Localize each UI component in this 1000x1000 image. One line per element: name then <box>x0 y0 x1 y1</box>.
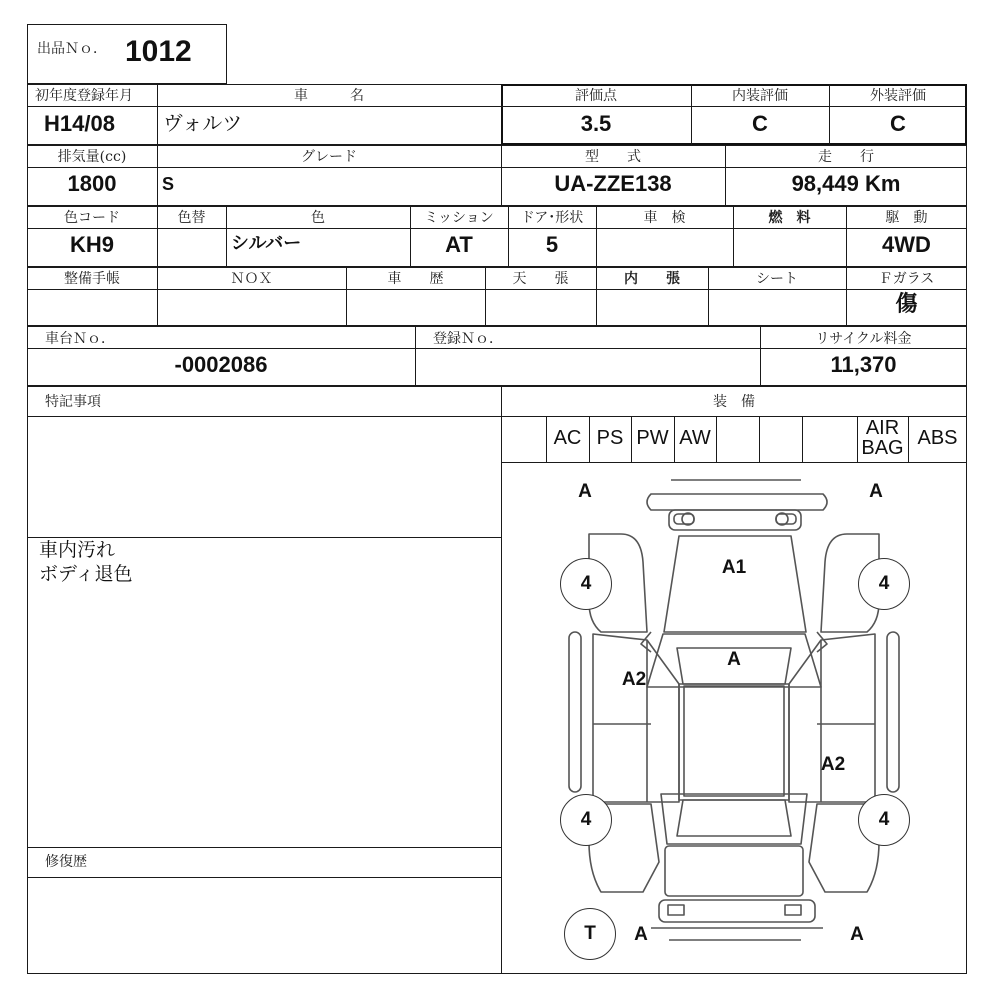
fglass-value: 傷 <box>895 292 918 317</box>
tire-front-right: 4 <box>858 558 910 610</box>
door-label: ドア･形状 <box>520 210 584 226</box>
mission-value: AT <box>445 232 473 257</box>
first-reg-value: H14/08 <box>44 111 115 136</box>
grade-value: S <box>162 174 175 194</box>
color-value: シルバー <box>231 233 302 254</box>
note-line-1: 車内汚れ <box>39 539 116 561</box>
note-line-2: ボディ退色 <box>39 563 133 585</box>
car-name-label: 車 名 <box>294 88 364 104</box>
recycle-label: リサイクル料金 <box>815 331 912 347</box>
score-value: 3.5 <box>580 111 612 136</box>
rear-window <box>677 800 791 836</box>
nox-label: ＮＯＸ <box>230 271 273 287</box>
displacement-value: 1800 <box>67 171 117 196</box>
equip-airbag: AIR BAG <box>861 417 904 459</box>
model-value: UA-ZZE138 <box>554 171 672 196</box>
mileage-value: 98,449 Km <box>791 171 901 196</box>
notes-label: 特記事項 <box>45 394 101 410</box>
inspection-label: 車 検 <box>643 210 686 226</box>
equip-aw: AW <box>679 427 711 449</box>
exterior-value: C <box>890 111 906 136</box>
door-value: 5 <box>545 232 559 257</box>
left-doors <box>593 634 679 802</box>
roof <box>684 686 784 796</box>
interior-value: C <box>752 111 768 136</box>
hood <box>664 536 806 632</box>
chassis-label: 車台Ｎｏ． <box>45 331 115 347</box>
chassis-value: -0002086 <box>174 352 268 377</box>
tire-rear-right: 4 <box>858 794 910 846</box>
first-reg-label: 初年度登録年月 <box>35 88 133 104</box>
interior-label: 内装評価 <box>732 88 788 104</box>
exterior-label: 外装評価 <box>870 88 926 104</box>
reg-no-label: 登録Ｎｏ． <box>433 331 503 347</box>
repair-label: 修復歴 <box>45 854 87 870</box>
tire-rear-left: 4 <box>560 794 612 846</box>
mark-front-right: A <box>869 481 883 502</box>
recycle-value: 11,370 <box>830 352 897 377</box>
drive-value: 4WD <box>882 232 931 257</box>
mark-windshield: A <box>727 649 741 670</box>
notes-frame <box>27 386 502 974</box>
mark-rear-left: A <box>634 924 648 945</box>
car-damage-diagram <box>501 462 967 974</box>
mark-left-side: A2 <box>621 669 647 690</box>
rear-bumper <box>659 900 815 922</box>
fuel-label: 燃 料 <box>768 210 811 226</box>
lot-label: 出品Ｎｏ． <box>37 41 107 57</box>
spare-tire: T <box>564 908 616 960</box>
color-change-label: 色替 <box>177 210 206 226</box>
mark-rear-right: A <box>850 924 864 945</box>
mileage-label: 走 行 <box>818 149 874 165</box>
history-label: 車 歴 <box>387 271 444 287</box>
color-code-label: 色コード <box>64 210 120 226</box>
fglass-label: Ｆガラス <box>878 271 935 287</box>
roof-label: 天 張 <box>512 271 569 287</box>
front-bumper <box>647 480 827 510</box>
model-label: 型 式 <box>585 149 641 165</box>
interior-trim-label: 内 張 <box>624 271 680 287</box>
equip-ac: AC <box>553 427 582 449</box>
mark-front-left: A <box>578 481 592 502</box>
car-name-value: ヴォルツ <box>163 111 243 135</box>
mark-right-side: A2 <box>820 754 846 775</box>
score-label: 評価点 <box>575 88 617 104</box>
equipment-label: 装 備 <box>713 394 755 410</box>
mission-label: ミッション <box>424 210 494 226</box>
tire-front-left: 4 <box>560 558 612 610</box>
seat-label: シート <box>756 271 798 287</box>
equip-pw: PW <box>636 427 669 449</box>
drive-label: 駆 動 <box>885 210 928 226</box>
color-code-value: KH9 <box>69 232 114 257</box>
grade-label: グレード <box>301 149 357 165</box>
mark-hood: A1 <box>721 557 747 578</box>
lot-number: 1012 <box>125 35 192 68</box>
maintenance-label: 整備手帳 <box>64 271 120 287</box>
right-doors <box>789 634 875 802</box>
tailgate <box>665 846 803 896</box>
equip-ps: PS <box>596 427 624 449</box>
displacement-label: 排気量(cc) <box>57 149 127 165</box>
color-label: 色 <box>311 210 325 226</box>
equip-abs: ABS <box>917 427 958 449</box>
